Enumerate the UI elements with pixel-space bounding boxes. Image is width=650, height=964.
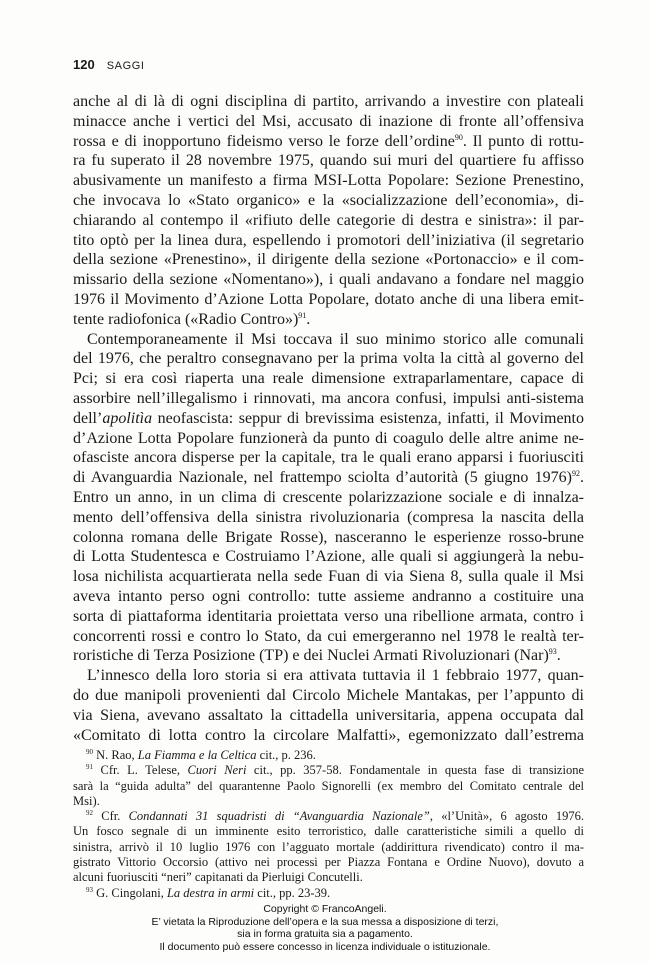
running-head: SAGGI (106, 60, 145, 72)
text-run: della sezione «Prenestino», il dirigente della sezione «Portonaccio» e il com- (73, 251, 584, 269)
text-run: tito optò per la linea dura, espellendo i promotori dell’iniziativa (il segretario (73, 231, 584, 249)
page-number: 120 (73, 57, 95, 72)
text-run: assorbire nell’illegalismo i rinnovati, ma ancora confusi, impulsi anti-sistema (73, 389, 584, 407)
text-run: di Lotta Studentesca e Costruiamo l’Azione, alle quali si aggiungerà la nebu- (73, 548, 584, 566)
text-run: 1976 il Movimento d’Azione Lotta Popolare, dotato anche di una libera emit- (73, 290, 584, 308)
text-run: neofascista: seppur di brevissima esistenza, infatti, il Movimento (152, 409, 584, 427)
footnote-line (73, 794, 584, 809)
text-run: ra fu superato il 28 novembre 1975, quando sui muri del quartiere fu affisso (73, 152, 584, 170)
italic-text: Cuori Neri (187, 763, 247, 778)
text-run: che invocava lo «Stato organico» e la «socializzazione dell’economia», di- (73, 191, 584, 209)
text-line (73, 290, 584, 310)
footnote-line (73, 870, 584, 885)
text-line (73, 389, 584, 409)
text-run: . Il punto di rottu- (462, 132, 584, 150)
text-run: d’Azione Lotta Popolare funzionerà da punto di coagulo delle altre anime ne- (73, 429, 584, 447)
text-line (73, 488, 584, 508)
copyright-line: E’ vietata la Riproduzione dell’opera e la sua messa a disposizione di terzi, (151, 915, 499, 928)
text-line (73, 132, 584, 152)
copyright-line: Copyright © FrancoAngeli. (263, 903, 387, 915)
text-run: . (556, 647, 561, 665)
italic-text: La destra in armi (166, 885, 255, 900)
text-run: G. Cingolani, (93, 885, 167, 900)
footnote-reference: 92 (572, 469, 580, 479)
footnote-line (73, 824, 584, 839)
text-run: chiarando al contempo il «rifiuto delle categorie di destra e sinistra»: il par- (73, 211, 584, 229)
text-run: missario della sezione «Nomentano»), i quali andavano a fondare nel maggio (73, 271, 584, 289)
text-run: abusivamente un manifesto a firma MSI-Lotta Popolare: Sezione Prenestino, (73, 172, 584, 190)
text-run: cit., pp. 357-58. Fondamentale in questa fase di transizione (246, 763, 584, 778)
text-run: roristiche di Terza Posizione (TP) e dei Nuclei Armati Rivoluzionari (Nar) (73, 647, 549, 665)
copyright-line: Il documento può essere concesso in licenza individuale o istituzionale. (159, 940, 491, 953)
italic-text: Condannati 31 squadristi di “Avanguardia Nazionale” (128, 809, 430, 824)
text-line (73, 92, 584, 112)
text-run: «Comitato di lotta contro la circolare Malfatti», egemonizzato dall’estrema (73, 726, 584, 744)
italic-text: apolitìa (102, 409, 153, 427)
text-run: del 1976, che peraltro consegnavano per la prima volta la città al governo del (73, 350, 584, 368)
text-run: Msi). (73, 793, 100, 808)
copyright-notice (0, 903, 650, 953)
text-line (73, 567, 584, 587)
text-run: . (306, 310, 311, 328)
text-run: cit., p. 236. (256, 748, 316, 762)
text-run: sinistra, arrivò il 10 luglio 1976 con l’agguato mortale (addirittura rivendicato) contro il ma- (73, 839, 584, 854)
text-run: minacce anche i vertici del Msi, accusato di inazione di fronte all’offensiva (73, 112, 584, 130)
text-line (73, 270, 584, 290)
text-run: aveva intanto perso ogni controllo: tutte assieme andranno a costituire una (73, 587, 584, 605)
text-line (73, 686, 584, 706)
text-run: ofasciste ancora disperse per la capitale, tra le quali erano apparsi i fuoriusciti (73, 449, 584, 467)
italic-text: La Fiamma e la Celtica (137, 748, 257, 762)
footnote-line (73, 748, 584, 763)
text-line (73, 448, 584, 468)
text-line (73, 429, 584, 449)
text-run: sarà la “guida adulta” del quarantenne Paolo Signorelli (ex membro del Comitato centrale del (73, 778, 584, 793)
footnote-reference: 91 (298, 310, 307, 320)
footnote-reference: 93 (548, 647, 557, 657)
footnote-number: 93 (86, 885, 93, 894)
text-line (73, 607, 584, 627)
text-run: gistrato Vittorio Occorsio (attivo nei processi per Piazza Fontana e Ordine Nuovo), dovuto a (73, 855, 584, 870)
body-text (73, 92, 584, 745)
text-line (73, 171, 584, 191)
footnote-number: 91 (86, 763, 93, 772)
text-run: Cfr. (93, 809, 129, 824)
text-run: Un fosco segnale di un imminente esito terroristico, dalle caratteristiche simili a quello di (73, 824, 584, 839)
text-run: anche al di là di ogni disciplina di partito, arrivando a investire con plateali (73, 93, 584, 110)
text-run: , «l’Unità», 6 agosto 1976. (429, 809, 584, 824)
text-line (73, 231, 584, 251)
text-line (73, 409, 584, 429)
text-line (73, 706, 584, 726)
text-line (73, 310, 584, 330)
copyright-line: sia in forma gratuita sia a pagamento. (237, 928, 413, 941)
text-run: via Siena, avevano assaltato la cittadella universitaria, appena occupata dal (73, 706, 584, 724)
text-line (73, 250, 584, 270)
text-line (73, 547, 584, 567)
text-run: rossa e di inopportuno fideismo verso le forze dell’ordine (73, 132, 455, 150)
text-run: dell’ (73, 409, 103, 427)
text-run: Pci; si era così riaperta una reale dimensione extraparlamentare, capace di (73, 370, 584, 388)
footnote-line (73, 886, 584, 901)
text-line (73, 646, 584, 666)
text-line (73, 587, 584, 607)
text-line (73, 627, 584, 647)
text-line (73, 726, 584, 746)
text-run: L’innesco della loro storia si era attivata tuttavia il 1 febbraio 1977, quan- (87, 667, 584, 685)
text-run: Cfr. L. Telese, (93, 763, 188, 778)
text-run: N. Rao, (93, 748, 138, 762)
text-run: sorta di piattaforma identitaria proiettata verso una ribellione armata, contro i (73, 607, 584, 625)
text-line (73, 369, 584, 389)
text-line (73, 528, 584, 548)
text-line (73, 330, 584, 350)
text-run: alcuni fuoriusciti “neri” capitanati da Pierluigi Concutelli. (73, 870, 363, 885)
text-run: tente radiofonica («Radio Contro») (73, 310, 299, 328)
text-run: Entro un anno, in un clima di crescente polarizzazione sociale e di innalza- (73, 488, 584, 506)
page-header (73, 57, 145, 72)
text-run: Contemporaneamente il Msi toccava il suo minimo storico alle comunali (87, 330, 584, 348)
text-line (73, 112, 584, 132)
text-run: . (580, 469, 584, 487)
text-run: mento dell’offensiva della sinistra rivoluzionaria (compresa la nascita della (73, 508, 584, 526)
footnote-line (73, 763, 584, 778)
text-line (73, 349, 584, 369)
text-run: colonna romana delle Brigate Rosse), nasceranno le esperienze rosso-brune (73, 528, 584, 546)
text-line (73, 508, 584, 528)
text-line (73, 666, 584, 686)
text-line (73, 151, 584, 171)
text-run: do due manipoli provenienti dal Circolo Michele Mantakas, per l’appunto di (73, 686, 584, 704)
text-run: losa nichilista acquartierata nella sede Fuan di via Siena 8, sulla quale il Msi (73, 568, 584, 586)
footnotes (73, 748, 584, 901)
footnote-line (73, 855, 584, 870)
footnote-line (73, 840, 584, 855)
footnote-line (73, 779, 584, 794)
footnote-number: 90 (86, 748, 93, 756)
footnote-number: 92 (86, 809, 93, 818)
text-run: concorrenti rossi e contro lo Stato, da cui emergeranno nel 1978 le realtà ter- (73, 627, 584, 645)
text-line (73, 468, 584, 488)
footnote-line (73, 809, 584, 824)
footnote-reference: 90 (454, 132, 463, 142)
text-line (73, 191, 584, 211)
text-line (73, 211, 584, 231)
text-run: cit., pp. 23-39. (254, 885, 331, 900)
text-run: di Avanguardia Nazionale, nel frattempo sciolta d’autorità (5 giugno 1976) (73, 469, 572, 487)
